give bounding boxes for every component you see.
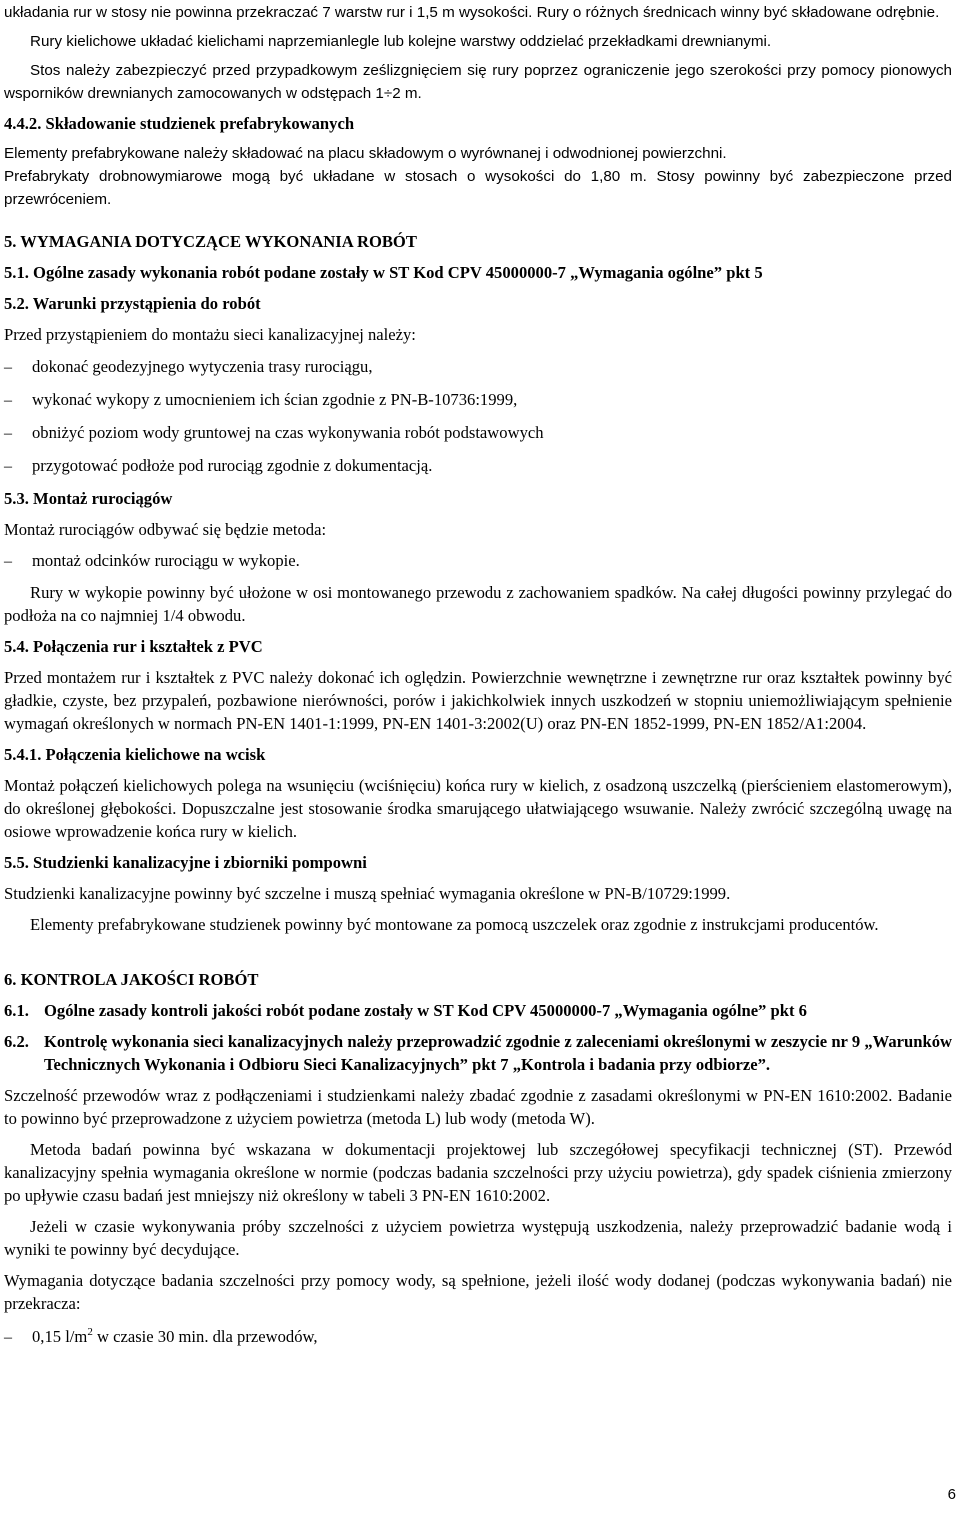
paragraph: Studzienki kanalizacyjne powinny być szczelne i muszą spełniać wymagania określone w PN-B/10729:1999. — [4, 884, 731, 903]
list-item-text: dokonać geodezyjnego wytyczenia trasy rurociągu, — [32, 357, 373, 376]
list-item — [4, 388, 952, 412]
paragraph: Rury w wykopie powinny być ułożone w osi montowanego przewodu z zachowaniem spadków. Na całej długości powinny przylegać do podłoża na co najmniej 1/4 obwodu. — [4, 583, 952, 625]
paragraph: Wymagania dotyczące badania szczelności przy pomocy wody, są spełnione, jeżeli ilość wody dodanej (podczas wykonywania badań) nie przekracza: — [4, 1271, 952, 1313]
list-item — [4, 1325, 952, 1349]
section-heading: 5.3. Montaż rurociągów — [4, 489, 173, 508]
list-item-text: wykonać wykopy z umocnieniem ich ścian zgodnie z PN-B-10736:1999, — [32, 390, 518, 409]
dash-bullet: – — [4, 392, 12, 409]
paragraph: Jeżeli w czasie wykonywania próby szczelności z użyciem powietrza występują uszkodzenia, należy przeprowadzić badanie wodą i wyniki te powinny być decydujące. — [4, 1217, 952, 1259]
list-item — [4, 421, 952, 445]
paragraph: układania rur w stosy nie powinna przekraczać 7 warstw rur i 1,5 m wysokości. Rury o różnych średnicach winny być składowane odrębnie. — [4, 4, 940, 21]
bullet-list — [4, 355, 952, 478]
heading-number: 6.2. — [4, 1032, 29, 1051]
section-heading: 5.4. Połączenia rur i kształtek z PVC — [4, 637, 263, 656]
section-heading: 6. KONTROLA JAKOŚCI ROBÓT — [4, 970, 259, 989]
section-heading: 5.5. Studzienki kanalizacyjne i zbiorniki pompowni — [4, 853, 367, 872]
numbered-heading — [4, 1030, 952, 1076]
dash-bullet: – — [4, 359, 12, 376]
list-item-text: obniżyć poziom wody gruntowej na czas wykonywania robót podstawowych — [32, 423, 544, 442]
paragraph: Stos należy zabezpieczyć przed przypadkowym ześlizgnięciem się rury poprzez ograniczenie jego szerokości przy pomocy pionowych wsporników drewnianych zamocowanych w odstępach 1÷2 m. — [4, 62, 952, 102]
bullet-list — [4, 549, 952, 573]
paragraph: Elementy prefabrykowane należy składować na placu składowym o wyrównanej i odwodnionej powierzchni. — [4, 145, 727, 162]
paragraph: Montaż połączeń kielichowych polega na wsunięciu (wciśnięciu) końca rury w kielich, z osadzoną uszczelką (pierścieniem elastomerowym), do określonej głębokości. Dopuszczalne jest stosowanie środka smarującego ułatwiającego wsuwanie. Należy zwrócić szczególną uwagę na osiowe wprowadzenie końca rury w kielich. — [4, 776, 952, 841]
section-heading: 5.2. Warunki przystąpienia do robót — [4, 294, 261, 313]
list-item-text — [32, 1325, 952, 1348]
heading-number: 6.1. — [4, 1001, 29, 1020]
value-text: w czasie 30 min. dla przewodów, — [92, 1327, 318, 1346]
numbered-heading — [4, 999, 952, 1022]
section-heading: 5.1. Ogólne zasady wykonania robót podane zostały w ST Kod CPV 45000000-7 „Wymagania ogólne” pkt 5 — [4, 263, 763, 282]
dash-bullet: – — [4, 1329, 12, 1346]
section-heading: 5. WYMAGANIA DOTYCZĄCE WYKONANIA ROBÓT — [4, 232, 417, 251]
list-item-text: przygotować podłoże pod rurociąg zgodnie z dokumentacją. — [32, 456, 433, 475]
page-number: 6 — [947, 1486, 956, 1503]
superscript: 2 — [87, 1326, 93, 1338]
paragraph: Metoda badań powinna być wskazana w dokumentacji projektowej lub szczegółowej specyfikacji technicznej (ST). Przewód kanalizacyjny spełnia wymagania określone w normie (podczas badania szczelności przy użyciu powietrza), gdy spadek ciśnienia zmierzony po upływie czasu badań jest mniejszy niż określony w tabeli 3 PN-EN 1610:2002. — [4, 1140, 952, 1205]
list-item-text: montaż odcinków rurociągu w wykopie. — [32, 551, 300, 570]
paragraph: Elementy prefabrykowane studzienek powinny być montowane za pomocą uszczelek oraz zgodnie z instrukcjami producentów. — [30, 915, 879, 934]
dash-bullet: – — [4, 425, 12, 442]
paragraph: Przed montażem rur i kształtek z PVC należy dokonać ich oględzin. Powierzchnie wewnętrzne i zewnętrzne rur oraz kształtek powinny być gładkie, czyste, bez przypaleń, pozbawione nierówności, porów i jakichkolwiek innych uszkodzeń w stopniu uniemożliwiającym spełnienie wymagań określonych w normach PN-EN 1401-1:1999, PN-EN 1401-3:2002(U) oraz PN-EN 1852-1999, PN-EN 1852/A1:2004. — [4, 668, 952, 733]
list-item — [4, 454, 952, 478]
list-item — [4, 549, 952, 573]
value-text: 0,15 l/m — [32, 1327, 88, 1346]
section-heading: 5.4.1. Połączenia kielichowe na wcisk — [4, 745, 266, 764]
paragraph: Prefabrykaty drobnowymiarowe mogą być układane w stosach o wysokości do 1,80 m. Stosy powinny być zabezpieczone przed przewróceniem. — [4, 168, 952, 208]
dash-bullet: – — [4, 458, 12, 475]
paragraph: Rury kielichowe układać kielichami naprzemianlegle lub kolejne warstwy oddzielać przekładkami drewnianymi. — [30, 33, 772, 50]
dash-bullet: – — [4, 553, 12, 570]
paragraph: Szczelność przewodów wraz z podłączeniami i studzienkami należy zbadać zgodnie z zasadami określonymi w PN-EN 1610:2002. Badanie to powinno być przeprowadzone z użyciem powietrza (metoda L) lub wody (metoda W). — [4, 1086, 952, 1128]
paragraph: Przed przystąpieniem do montażu sieci kanalizacyjnej należy: — [4, 325, 416, 344]
paragraph: Montaż rurociągów odbywać się będzie metoda: — [4, 520, 327, 539]
list-item — [4, 355, 952, 379]
heading-text: Ogólne zasady kontroli jakości robót podane zostały w ST Kod CPV 45000000-7 „Wymagania ogólne” pkt 6 — [44, 1001, 807, 1020]
heading-text: Kontrolę wykonania sieci kanalizacyjnych należy przeprowadzić zgodnie z zaleceniami określonymi w zeszycie nr 9 „Warunków Technicznych Wykonania i Odbioru Sieci Kanalizacyjnych” pkt 7 „Kontrola i badania przy odbiorze”. — [44, 1032, 952, 1074]
bullet-list — [4, 1325, 952, 1349]
document-page — [4, 0, 952, 1349]
section-heading: 4.4.2. Składowanie studzienek prefabrykowanych — [4, 114, 355, 133]
